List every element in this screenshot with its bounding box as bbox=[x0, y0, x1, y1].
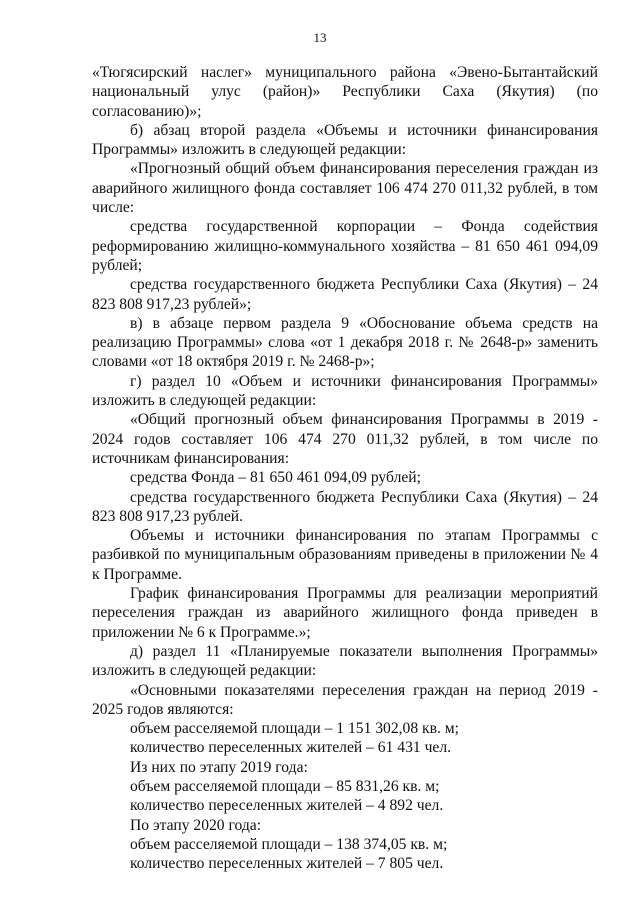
page-number: 13 bbox=[313, 30, 327, 45]
paragraph-8: «Общий прогнозный объем финансирования Программы в 2019 - 2024 годов составляет 106 474 270 011,32 рублей, в том числе по источникам финансирования: bbox=[92, 411, 598, 467]
paragraph-22: количество переселенных жителей – 7 805 чел. bbox=[130, 855, 444, 873]
paragraph-17: Из них по этапу 2019 года: bbox=[130, 758, 308, 776]
paragraph-10: средства государственного бюджета Республики Саха (Якутия) – 24 823 808 917,23 рублей. bbox=[92, 488, 598, 525]
paragraph-9: средства Фонда – 81 650 461 094,09 рублей; bbox=[130, 469, 421, 487]
paragraph-1: «Тюгясирский наслег» муниципального района «Эвено-Бытантайский национальный улус (район)» Республики Саха (Якутия) (по согласованию)»; bbox=[92, 64, 598, 120]
paragraph-20: По этапу 2020 года: bbox=[130, 816, 262, 834]
paragraph-2: б) абзац второй раздела «Объемы и источники финансирования Программы» изложить в следующей редакции: bbox=[92, 121, 598, 159]
paragraph-14: «Основными показателями переселения граждан на период 2019 - 2025 годов являются: bbox=[92, 681, 598, 718]
paragraph-13: д) раздел 11 «Планируемые показатели выполнения Программы» изложить в следующей редакции: bbox=[92, 642, 598, 680]
paragraph-5: средства государственного бюджета Республики Саха (Якутия) – 24 823 808 917,23 рублей»; bbox=[92, 276, 598, 313]
paragraph-11: Объемы и источники финансирования по этапам Программы с разбивкой по муниципальным образованиям приведены в приложении № 4 к Программе. bbox=[92, 527, 598, 583]
paragraph-19: количество переселенных жителей – 4 892 чел. bbox=[130, 797, 444, 815]
paragraph-16: количество переселенных жителей – 61 431 чел. bbox=[130, 739, 452, 757]
paragraph-12: График финансирования Программы для реализации мероприятий переселения граждан из аварийного жилищного фонда приведен в приложении № 6 к Программе.»; bbox=[92, 585, 598, 641]
paragraph-21: объем расселяемой площади – 138 374,05 кв. м; bbox=[130, 835, 448, 853]
document-body bbox=[92, 63, 598, 873]
paragraph-7: г) раздел 10 «Объем и источники финансирования Программы» изложить в следующей редакции: bbox=[92, 372, 598, 410]
paragraph-4: средства государственной корпорации – Фонда содействия реформированию жилищно-коммунального хозяйства – 81 650 461 094,09 рублей; bbox=[92, 218, 598, 274]
paragraph-15: объем расселяемой площади – 1 151 302,08 кв. м; bbox=[130, 720, 459, 738]
paragraph-18: объем расселяемой площади – 85 831,26 кв. м; bbox=[130, 777, 440, 795]
paragraph-6: в) в абзаце первом раздела 9 «Обоснование объема средств на реализацию Программы» слова «от 1 декабря 2018 г. № 2648-р» заменить словами «от 18 октября 2019 г. № 2468-р»; bbox=[92, 314, 598, 371]
paragraph-3: «Прогнозный общий объем финансирования переселения граждан из аварийного жилищного фонда составляет 106 474 270 011,32 рублей, в том числе: bbox=[92, 160, 598, 217]
